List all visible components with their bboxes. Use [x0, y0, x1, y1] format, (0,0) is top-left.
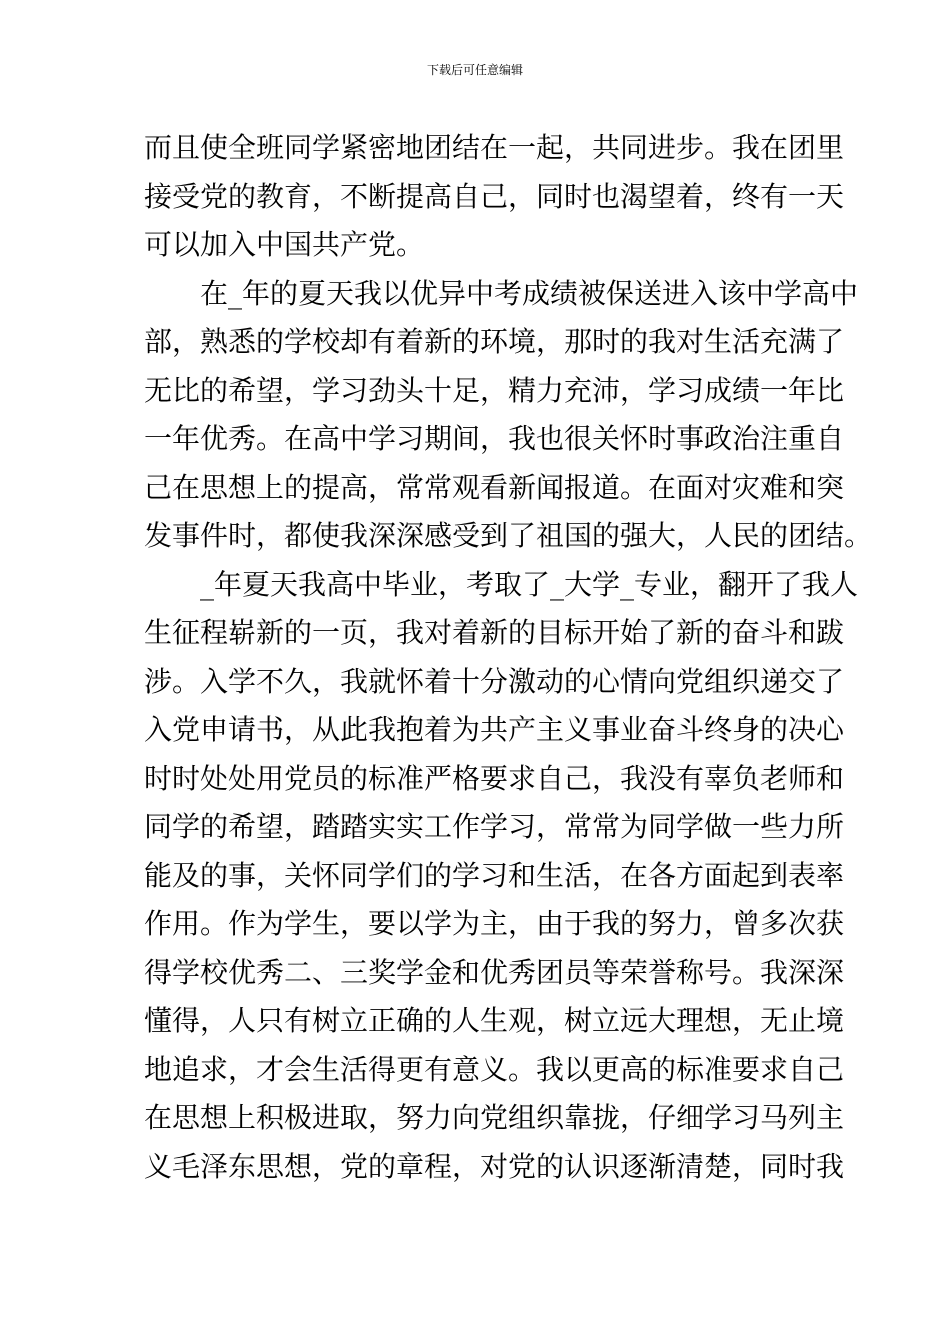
text-line: 己在思想上的提高，常常观看新闻报道。在面对灾难和突 — [144, 470, 845, 504]
text-line: 时时处处用党员的标准严格要求自己，我没有辜负老师和 — [144, 761, 845, 795]
text-line: 义毛泽东思想，党的章程，对党的认识逐渐清楚，同时我 — [144, 1149, 845, 1183]
text-line: 而且使全班同学紧密地团结在一起，共同进步。我在团里 — [144, 131, 845, 164]
text-line: 得学校优秀二、三奖学金和优秀团员等荣誉称号。我深深 — [144, 955, 845, 989]
text-line: 发事件时，都使我深深感受到了祖国的强大，人民的团结。 — [144, 519, 873, 552]
text-line: 地追求，才会生活得更有意义。我以更高的标准要求自己 — [144, 1052, 845, 1086]
paragraph-first-line: _年夏天我高中毕业，考取了_大学_专业，翻开了我人 — [200, 567, 859, 601]
text-line: 涉。入学不久，我就怀着十分激动的心情向党组织递交了 — [144, 664, 845, 698]
text-line: 在思想上积极进取，努力向党组织靠拢，仔细学习马列主 — [144, 1101, 845, 1134]
text-line: 能及的事，关怀同学们的学习和生活，在各方面起到表率 — [144, 858, 845, 892]
document-body — [144, 124, 873, 1191]
text-line: 生征程崭新的一页，我对着新的目标开始了新的奋斗和跋 — [144, 616, 845, 649]
text-line: 接受党的教育，不断提高自己，同时也渴望着，终有一天 — [144, 179, 845, 213]
text-line: 部，熟悉的学校却有着新的环境，那时的我对生活充满了 — [144, 325, 845, 358]
text-line: 一年优秀。在高中学习期间，我也很关怀时事政治注重自 — [144, 422, 845, 455]
text-line: 同学的希望，踏踏实实工作学习，常常为同学做一些力所 — [144, 810, 845, 843]
paragraph-first-line: 在_年的夏天我以优异中考成绩被保送进入该中学高中 — [200, 276, 859, 310]
text-line: 入党申请书，从此我抱着为共产主义事业奋斗终身的决心 — [144, 713, 845, 746]
text-line: 可以加入中国共产党。 — [144, 228, 425, 261]
text-line: 无比的希望，学习劲头十足，精力充沛，学习成绩一年比 — [144, 373, 845, 407]
text-line: 懂得，人只有树立正确的人生观，树立远大理想，无止境 — [144, 1004, 845, 1037]
text-line: 作用。作为学生，要以学为主，由于我的努力，曾多次获 — [144, 907, 845, 940]
page-header: 下载后可任意编辑 — [426, 63, 523, 77]
